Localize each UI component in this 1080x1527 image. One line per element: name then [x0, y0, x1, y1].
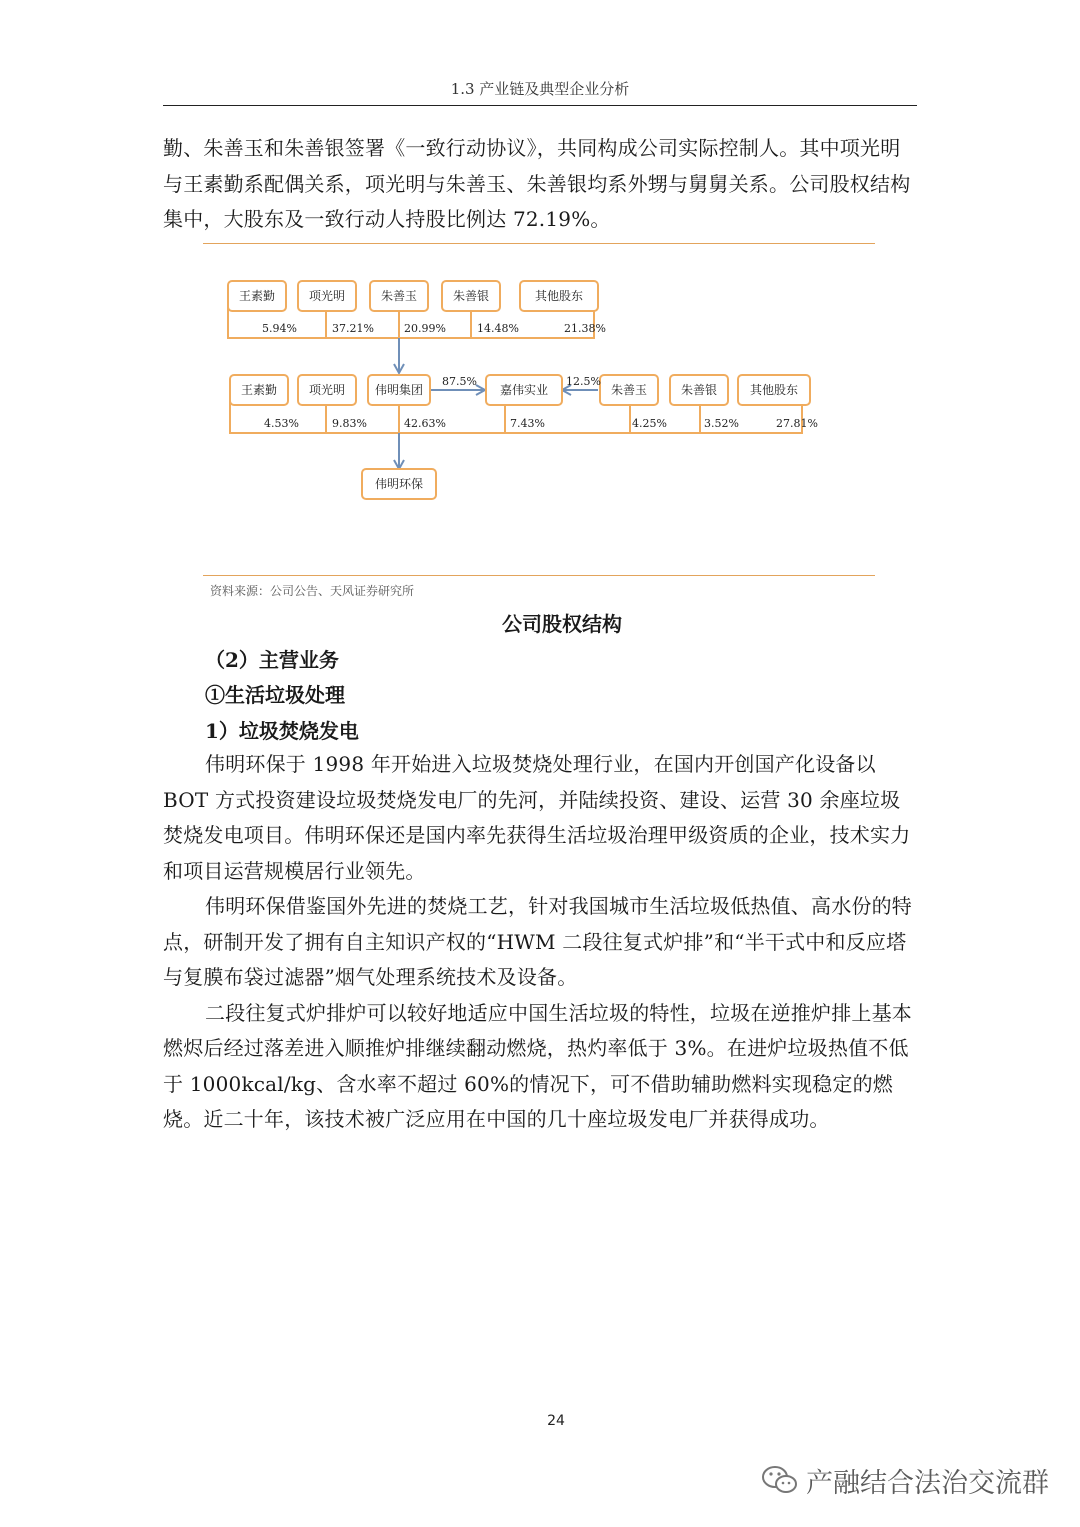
watermark-text: 产融结合法治交流群 [806, 1467, 1049, 1499]
svg-text:嘉伟实业: 嘉伟实业 [499, 383, 549, 397]
intro-paragraph [163, 131, 917, 238]
node-top-others [520, 281, 598, 311]
paragraph-2: 伟明环保借鉴国外先进的焚烧工艺，针对我国城市生活垃圾低热值、高水份的特点，研制开发了拥有自主知识产权的“HWM 二段往复式炉排”和“半干式中和反应塔与复膜布袋过滤器”烟气处理系统技术及设备。 [163, 894, 912, 989]
svg-text:朱善玉: 朱善玉 [380, 289, 418, 303]
pct-mid-xiangguangming: 9.83% [332, 417, 367, 430]
svg-text:伟明环保: 伟明环保 [374, 477, 424, 491]
node-mid-others [738, 375, 810, 405]
watermark [760, 1460, 1049, 1500]
header-divider [163, 105, 917, 106]
pct-top-zhushanyin: 14.48% [477, 322, 519, 335]
svg-text:王素勤: 王素勤 [240, 383, 278, 397]
page-number: 24 [547, 1413, 565, 1429]
node-top-zhushanyu [370, 281, 428, 311]
section-main-business: （2）主营业务 [205, 648, 339, 672]
pct-top-others: 21.38% [564, 322, 606, 335]
pct-top-xiangguangming: 37.21% [332, 322, 374, 335]
pct-group-to-jiawei: 87.5% [442, 375, 477, 388]
pct-mid-others: 27.81% [776, 417, 818, 430]
svg-text:朱善玉: 朱善玉 [610, 383, 648, 397]
connector-lines [228, 295, 802, 433]
intro-text: 勤、朱善玉和朱善银签署《一致行动协议》，共同构成公司实际控制人。其中项光明与王素勤系配偶关系，项光明与朱善玉、朱善银均系外甥与舅舅关系。公司股权结构集中，大股东及一致行动人持股比例达 72.19%。 [163, 136, 911, 231]
svg-text:伟明集团: 伟明集团 [374, 383, 424, 397]
node-top-wangsuqin [228, 281, 286, 311]
body-paragraphs [163, 747, 917, 1138]
svg-text:项光明: 项光明 [308, 289, 346, 303]
svg-text:王素勤: 王素勤 [238, 289, 276, 303]
node-weiming-huanbao [362, 469, 436, 499]
figure-source: 资料来源：公司公告、天风证券研究所 [210, 584, 415, 598]
node-mid-zhushanyu [600, 375, 658, 405]
pct-mid-jiawei: 7.43% [510, 417, 545, 430]
svg-text:朱善银: 朱善银 [680, 383, 718, 397]
section-garbage-treatment: ①生活垃圾处理 [205, 683, 345, 707]
svg-text:项光明: 项光明 [308, 383, 346, 397]
node-jiawei [486, 375, 562, 405]
figure-top-rule [203, 243, 875, 244]
pct-mid-zhushanyin: 3.52% [704, 417, 739, 430]
pct-mid-wangsuqin: 4.53% [264, 417, 299, 430]
svg-text:其他股东: 其他股东 [749, 383, 799, 397]
figure-caption: 公司股权结构 [502, 612, 622, 636]
node-mid-xiangguangming [298, 375, 356, 405]
pct-top-zhushanyu: 20.99% [404, 322, 446, 335]
svg-text:朱善银: 朱善银 [452, 289, 490, 303]
paragraph-3: 二段往复式炉排炉可以较好地适应中国生活垃圾的特性，垃圾在逆推炉排上基本燃烬后经过落差进入顺推炉排继续翻动燃烧，热灼率低于 3%。在进炉垃圾热值不低于 1000kcal/kg、含水率不超过 60%的情况下，可不借助辅助燃料实现稳定的燃烧。近二十年，该技术被广泛应用在中国的几十座垃圾发电厂并获得成功。 [163, 1000, 912, 1131]
section-incineration-power: 1）垃圾焚烧发电 [205, 719, 359, 743]
equity-structure-diagram [200, 255, 880, 525]
node-mid-zhushanyin [670, 375, 728, 405]
page-header: 1.3 产业链及典型企业分析 [450, 80, 630, 98]
pct-right-to-jiawei: 12.5% [566, 375, 601, 388]
node-top-zhushanyin [442, 281, 500, 311]
node-mid-wangsuqin [230, 375, 288, 405]
pct-mid-weiming-group: 42.63% [404, 417, 446, 430]
paragraph-1: 伟明环保于 1998 年开始进入垃圾焚烧处理行业，在国内开创国产化设备以 BOT 方式投资建设垃圾焚烧发电厂的先河，并陆续投资、建设、运营 30 余座垃圾焚烧发电项目。伟明环保还是国内率先获得生活垃圾治理甲级资质的企业，技术实力和项目运营规模居行业领先。 [163, 752, 911, 883]
pct-top-wangsuqin: 5.94% [262, 322, 297, 335]
figure-bottom-rule [203, 575, 875, 576]
wechat-icon [760, 1463, 800, 1497]
node-top-xiangguangming [298, 281, 356, 311]
svg-text:其他股东: 其他股东 [534, 289, 584, 303]
pct-mid-zhushanyu: 4.25% [632, 417, 667, 430]
node-weiming-group [368, 375, 430, 405]
